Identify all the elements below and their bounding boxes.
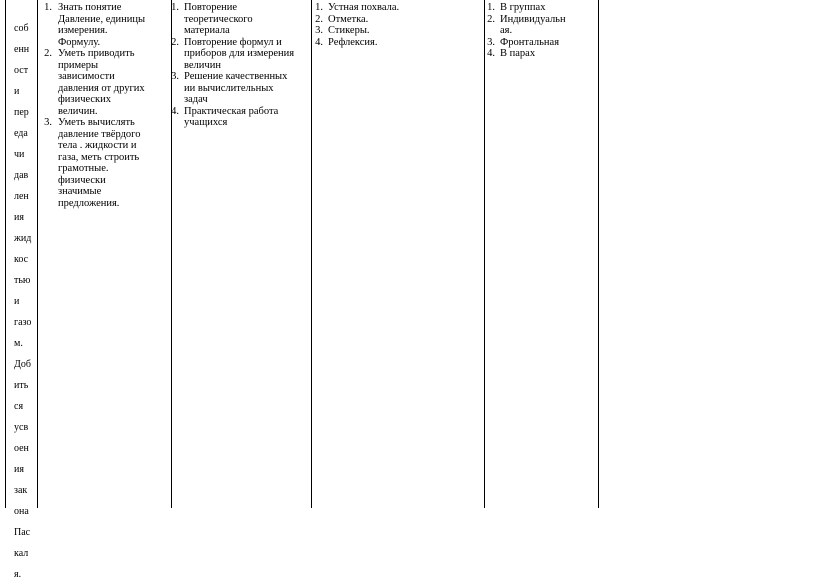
list-item — [171, 71, 310, 106]
goal-text-line: лен — [14, 191, 29, 202]
list-item-text: величин. — [58, 105, 98, 117]
list-item-text: давление твёрдого — [58, 128, 141, 140]
list-item-text: Давление, единицы — [58, 13, 146, 25]
numbered-list — [315, 2, 478, 48]
list-item-text: предложения. — [58, 197, 120, 209]
list-item-text: тела . жидкости и — [58, 140, 137, 151]
work-forms-column — [487, 2, 596, 60]
numbered-list — [171, 2, 310, 129]
list-item — [171, 36, 310, 72]
list-item — [44, 117, 170, 209]
list-item-text: ая. — [500, 25, 513, 36]
list-item — [487, 2, 596, 14]
list-item-text: величин — [184, 59, 221, 71]
list-number: 1. — [487, 2, 495, 13]
activities-column — [171, 2, 310, 129]
list-item-text: задач — [184, 94, 208, 105]
list-item-text: физически — [58, 174, 106, 186]
goal-text-line: жид — [14, 233, 32, 244]
list-item-text: Уметь вычислять — [58, 117, 135, 128]
list-item-text: Отметка. — [328, 13, 369, 25]
list-item-text: Знать понятие — [58, 2, 122, 13]
list-number: 1. — [171, 2, 179, 13]
goal-text-line: еда — [14, 128, 28, 139]
list-item-text: Повторение формул и — [184, 36, 282, 48]
goal-text-line: м. — [14, 338, 23, 349]
list-item-text: теоретического — [184, 13, 253, 25]
list-item-text: Фронтальная — [500, 36, 560, 48]
list-item-text: учащихся — [184, 117, 228, 128]
list-item-text: Стикеры. — [328, 25, 370, 36]
list-item — [44, 2, 170, 48]
list-item-text: примеры — [58, 59, 99, 71]
list-item-text: измерения. — [58, 25, 108, 36]
list-number: 2. — [487, 13, 495, 25]
table-border — [598, 0, 599, 508]
list-item — [315, 25, 478, 37]
list-number: 3. — [171, 71, 179, 82]
list-number: 4. — [171, 105, 179, 117]
list-item-text: В парах — [500, 48, 536, 59]
goal-text-line: ся — [14, 401, 24, 412]
list-number: 1. — [315, 2, 323, 13]
list-item-text: Формулу. — [58, 36, 101, 48]
list-item — [487, 13, 596, 37]
goal-text-line: ия — [14, 212, 24, 223]
list-item-text: грамотные. — [58, 163, 109, 174]
list-item-text: Повторение — [184, 2, 238, 13]
goal-text-line: кос — [14, 254, 29, 265]
list-item-text: Устная похвала. — [328, 2, 400, 13]
assessment-column — [315, 2, 478, 48]
goal-text-line: кал — [14, 548, 29, 559]
list-item-text: Уметь приводить — [58, 48, 135, 59]
goal-text-line: пер — [14, 107, 29, 118]
list-number: 4. — [487, 48, 495, 59]
list-number: 3. — [315, 25, 323, 36]
goal-text-line: енн — [14, 44, 30, 55]
goal-text-line: зак — [14, 485, 28, 496]
list-number: 3. — [487, 36, 495, 48]
list-item-text: Индивидуальн — [500, 13, 566, 25]
table-border — [5, 0, 6, 508]
goal-text-line: и — [14, 296, 20, 307]
goal-text-line: оен — [14, 443, 29, 454]
list-number: 1. — [44, 2, 52, 13]
goal-column — [14, 18, 34, 585]
list-item — [315, 13, 478, 26]
list-item-text: Решение качественных — [184, 71, 288, 82]
goal-text-line: и — [14, 86, 20, 97]
list-item-text: давления от других — [58, 82, 145, 94]
table-border — [484, 0, 485, 508]
numbered-list — [487, 2, 596, 60]
list-item — [171, 2, 310, 37]
list-item — [171, 105, 310, 129]
goal-text-line: ост — [14, 65, 29, 76]
list-item-text: В группах — [500, 2, 546, 13]
list-item-text: приборов для измерения — [184, 48, 295, 59]
outcomes-column — [44, 2, 170, 209]
list-item — [487, 48, 596, 60]
list-number: 2. — [315, 13, 323, 25]
goal-text-line: она — [14, 506, 29, 517]
table-border — [37, 0, 38, 508]
goal-text-line: Доб — [14, 359, 31, 370]
list-item-text: Рефлексия. — [328, 36, 378, 48]
list-item-text: газа, меть строить — [58, 151, 140, 163]
goal-text-line: ить — [14, 380, 29, 391]
goal-text-line: соб — [14, 23, 29, 34]
list-item-text: ии вычислительных — [184, 82, 274, 94]
list-number: 2. — [171, 36, 179, 48]
goal-text-line: газо — [14, 317, 32, 328]
list-item-text: зависимости — [58, 71, 115, 82]
list-item-text: значимые — [58, 186, 102, 197]
goal-text-line: Пас — [14, 527, 31, 538]
table-border — [311, 0, 312, 508]
goal-text-line: чи — [14, 149, 25, 160]
list-item-text: Практическая работа — [184, 105, 279, 117]
list-item-text: физических — [58, 94, 112, 105]
list-number: 2. — [44, 48, 52, 59]
list-item — [44, 48, 170, 117]
list-item-text: материала — [184, 25, 230, 36]
numbered-list — [44, 2, 170, 209]
list-number: 3. — [44, 117, 52, 128]
list-number: 4. — [315, 36, 323, 48]
list-item — [487, 36, 596, 49]
goal-text-line: ия — [14, 464, 24, 475]
list-item — [315, 36, 478, 49]
goal-text-line: я. — [14, 569, 22, 580]
goal-text-line: усв — [14, 422, 29, 433]
goal-text-line: дав — [14, 170, 29, 181]
goal-text-line: тью — [14, 275, 31, 286]
list-item — [315, 2, 478, 14]
